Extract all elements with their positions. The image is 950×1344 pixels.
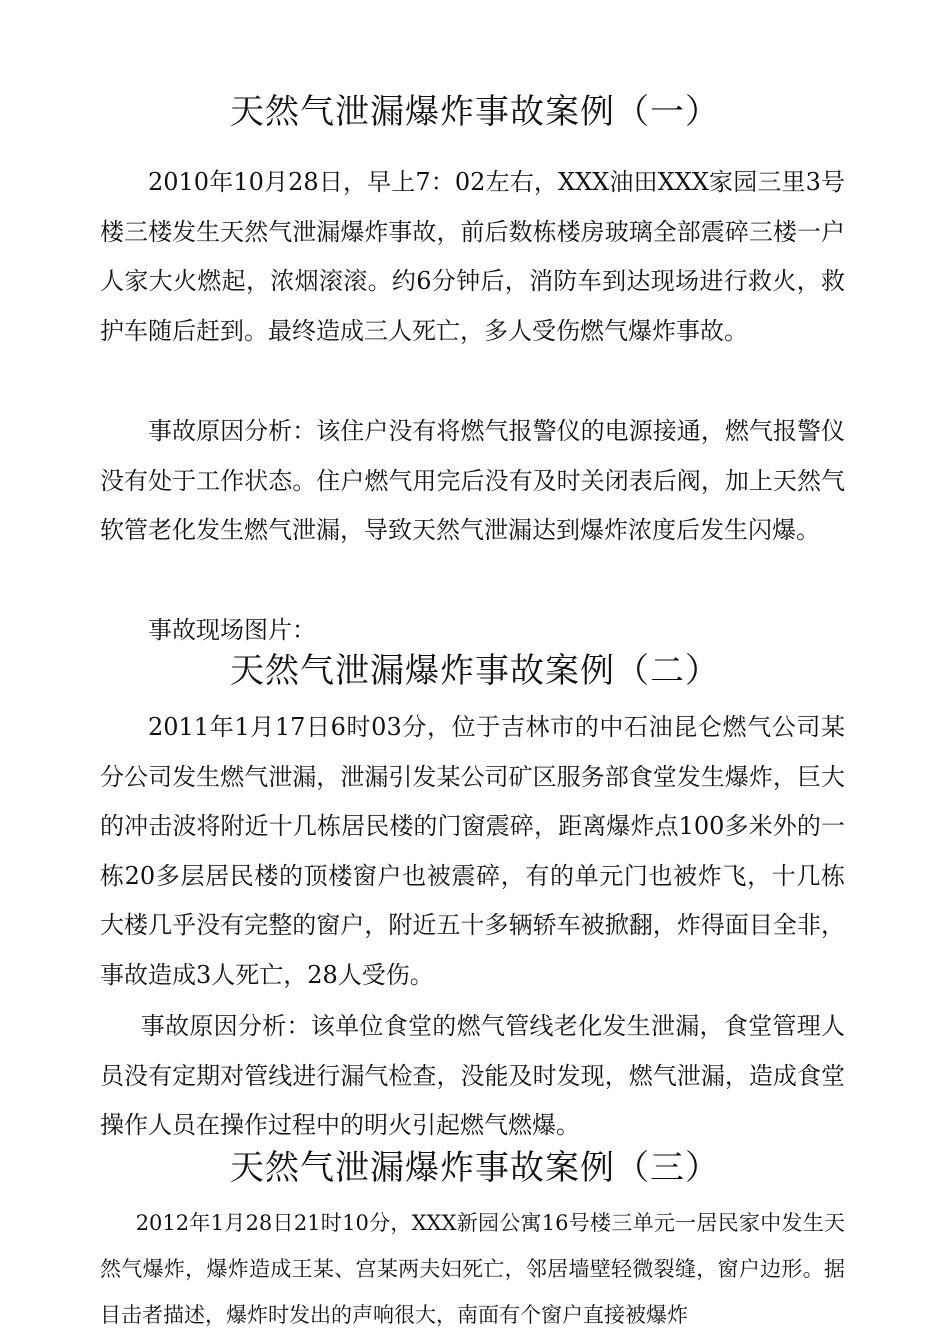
case3-title: 天然气泄漏爆炸事故案例（三）: [230, 1148, 720, 1188]
case1-title: 天然气泄漏爆炸事故案例（一）: [230, 92, 720, 132]
case1-photos-label: 事故现场图片：: [148, 616, 316, 644]
case2-title: 天然气泄漏爆炸事故案例（二）: [230, 651, 720, 691]
case3-body: 2012年1月28日21时10分，XXX新园公寓16号楼三单元一居民家中发生天然气爆炸，爆炸造成王某、宫某两夫妇死亡，邻居墙壁轻微裂缝，窗户边形。据目击者描述，爆炸时发出的声响很大，南面有个窗户直接被爆炸: [100, 1211, 845, 1327]
case2-body: 2011年1月17日6时03分，位于吉林市的中石油昆仑燃气公司某分公司发生燃气泄漏，泄漏引发某公司矿区服务部食堂发生爆炸，巨大的冲击波将附近十几栋居民楼的门窗震碎，距离爆炸点100多米外的一栋20多层居民楼的顶楼窗户也被震碎，有的单元门也被炸飞，十几栋大楼几乎没有完整的窗户，附近五十多辆轿车被掀翻，炸得面目全非，事故造成3人死亡，28人受伤。: [100, 713, 845, 989]
case2-analysis: 事故原因分析：该单位食堂的燃气管线老化发生泄漏，食堂管理人员没有定期对管线进行漏气检查，没能及时发现，燃气泄漏，造成食堂操作人员在操作过程中的明火引起燃气燃爆。: [100, 1012, 845, 1139]
case1-body: 2010年10月28日，早上7：02左右，XXX油田XXX家园三里3号楼三楼发生天然气泄漏爆炸事故，前后数栋楼房玻璃全部震碎三楼一户人家大火燃起，浓烟滚滚。约6分钟后，消防车到达现场进行救火，救护车随后赶到。最终造成三人死亡，多人受伤燃气爆炸事故。: [100, 168, 845, 345]
case1-analysis: 事故原因分析：该住户没有将燃气报警仪的电源接通，燃气报警仪没有处于工作状态。住户燃气用完后没有及时关闭表后阀，加上天然气软管老化发生燃气泄漏，导致天然气泄漏达到爆炸浓度后发生闪爆。: [100, 417, 845, 544]
